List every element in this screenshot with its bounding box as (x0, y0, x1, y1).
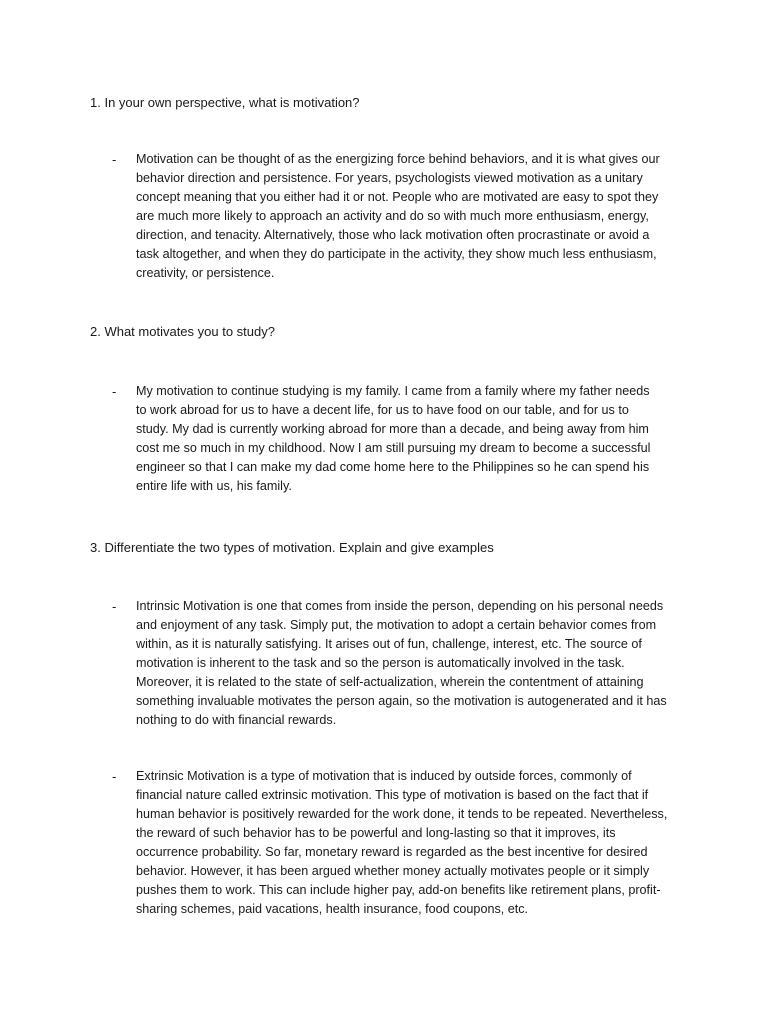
answer-text (136, 597, 672, 730)
answer-line: and enjoyment of any task. Simply put, the motivation to adopt a certain behavior comes from (136, 618, 657, 632)
answer-line: direction, and tenacity. Alternatively, those who lack motivation often procrastinate or avoid a (136, 228, 650, 242)
answer-2 (112, 382, 672, 496)
answer-line: Moreover, it is related to the state of self-actualization, wherein the contentment of attaining (136, 675, 644, 689)
answer-line: My motivation to continue studying is my family. I came from a family where my father needs (136, 384, 650, 398)
answer-line: within, as it is naturally satisfying. It arises out of fun, challenge, interest, etc. The source of (136, 637, 642, 651)
answer-line: cost me so much in my childhood. Now I am still pursuing my dream to become a successful (136, 441, 651, 455)
answer-line: engineer so that I can make my dad come home here to the Philippines so he can spend his (136, 460, 650, 474)
answer-line: Motivation can be thought of as the energizing force behind behaviors, and it is what gives our (136, 152, 660, 166)
answer-line: behavior. However, it has been argued whether money actually motivates people or it simply (136, 864, 650, 878)
answer-bullet: - (112, 769, 117, 784)
answer-line: pushes them to work. This can include higher pay, add-on benefits like retirement plans, profit- (136, 883, 661, 897)
answer-1 (112, 150, 672, 283)
answer-text (136, 767, 672, 919)
question-3: 3. Differentiate the two types of motivation. Explain and give examples (90, 540, 494, 555)
answer-line: human behavior is positively rewarded for the work done, it tends to be repeated. Nevertheless, (136, 807, 668, 821)
answer-3a (112, 597, 672, 730)
answer-line: nothing to do with financial rewards. (136, 713, 337, 727)
answer-line: Intrinsic Motivation is one that comes from inside the person, depending on his personal needs (136, 599, 664, 613)
answer-line: task altogether, and when they do participate in the activity, they show much less enthusiasm, (136, 247, 657, 261)
answer-3b (112, 767, 672, 919)
answer-line: occurrence probability. So far, monetary reward is regarded as the best incentive for desired (136, 845, 648, 859)
answer-line: something invaluable motivates the person again, so the motivation is autogenerated and it has (136, 694, 667, 708)
answer-line: financial nature called extrinsic motivation. This type of motivation is based on the fact that if (136, 788, 649, 802)
question-2: 2. What motivates you to study? (90, 324, 275, 339)
answer-line: are much more likely to approach an activity and do so with much more enthusiasm, energy, (136, 209, 649, 223)
answer-line: creativity, or persistence. (136, 266, 275, 280)
answer-line: behavior direction and persistence. For years, psychologists viewed motivation as a unitary (136, 171, 643, 185)
answer-bullet: - (112, 384, 117, 399)
answer-line: concept meaning that you either had it or not. People who are motivated are easy to spot they (136, 190, 659, 204)
answer-text (136, 150, 672, 283)
answer-bullet: - (112, 599, 117, 614)
answer-line: to work abroad for us to have a decent life, for us to have food on our table, and for us to (136, 403, 629, 417)
answer-line: motivation is inherent to the task and so the person is automatically involved in the task. (136, 656, 625, 670)
answer-line: the reward of such behavior has to be powerful and long-lasting so that it improves, its (136, 826, 616, 840)
answer-text (136, 382, 672, 496)
answer-line: Extrinsic Motivation is a type of motivation that is induced by outside forces, commonly of (136, 769, 632, 783)
question-1: 1. In your own perspective, what is motivation? (90, 95, 360, 110)
answer-line: sharing schemes, paid vacations, health insurance, food coupons, etc. (136, 902, 529, 916)
answer-line: entire life with us, his family. (136, 479, 292, 493)
answer-line: study. My dad is currently working abroad for more than a decade, and being away from him (136, 422, 649, 436)
answer-bullet: - (112, 152, 117, 167)
